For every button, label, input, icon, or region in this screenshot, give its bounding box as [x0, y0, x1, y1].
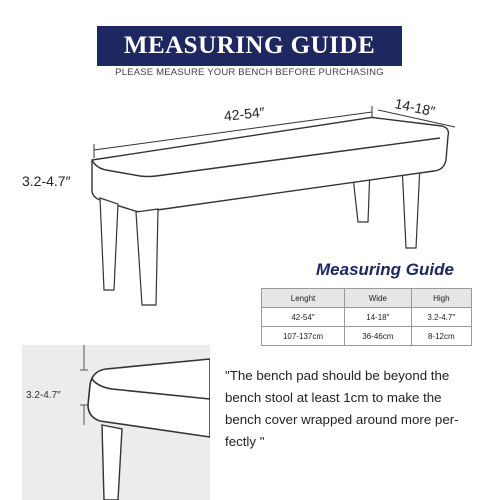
table-header-row: [262, 289, 472, 308]
bench-pad-note: [225, 365, 495, 453]
note-line: fectly ": [225, 434, 265, 449]
table-row: [262, 308, 472, 327]
table-cell: 8-12cm: [411, 327, 471, 346]
note-line: bench cover wrapped around more per-: [225, 412, 459, 427]
bench-front-legs: [100, 198, 158, 305]
length-label: 42-54″: [223, 103, 266, 124]
height-label: 3.2-4.7″: [22, 173, 71, 189]
note-line: bench stool at least 1cm to make the: [225, 390, 442, 405]
table-cell: 42-54″: [262, 308, 345, 327]
table-cell: 14-18″: [345, 308, 412, 327]
width-label: 14-18″: [393, 95, 437, 120]
measuring-guide-title: Measuring Guide: [316, 260, 454, 279]
column-header-height: High: [411, 289, 471, 308]
inset-height-dimension: [80, 345, 88, 425]
page-title: MEASURING GUIDE: [123, 32, 376, 59]
table-cell: 107-137cm: [262, 327, 345, 346]
table-row: [262, 327, 472, 346]
corner-detail-illustration: [22, 345, 210, 500]
column-header-length: Lenght: [262, 289, 345, 308]
measurement-table: [261, 288, 472, 346]
note-line: "The bench pad should be beyond the: [225, 368, 450, 383]
inset-height-label: 3.2-4.7″: [26, 390, 61, 401]
inset-leg: [102, 425, 122, 500]
table-cell: 36-46cm: [345, 327, 412, 346]
column-header-width: Wide: [345, 289, 412, 308]
table-cell: 3.2-4.7″: [411, 308, 471, 327]
corner-detail-inset: [22, 345, 210, 500]
bench-cushion: [92, 118, 448, 212]
page-subtitle: PLEASE MEASURE YOUR BENCH BEFORE PURCHASING: [115, 67, 384, 78]
